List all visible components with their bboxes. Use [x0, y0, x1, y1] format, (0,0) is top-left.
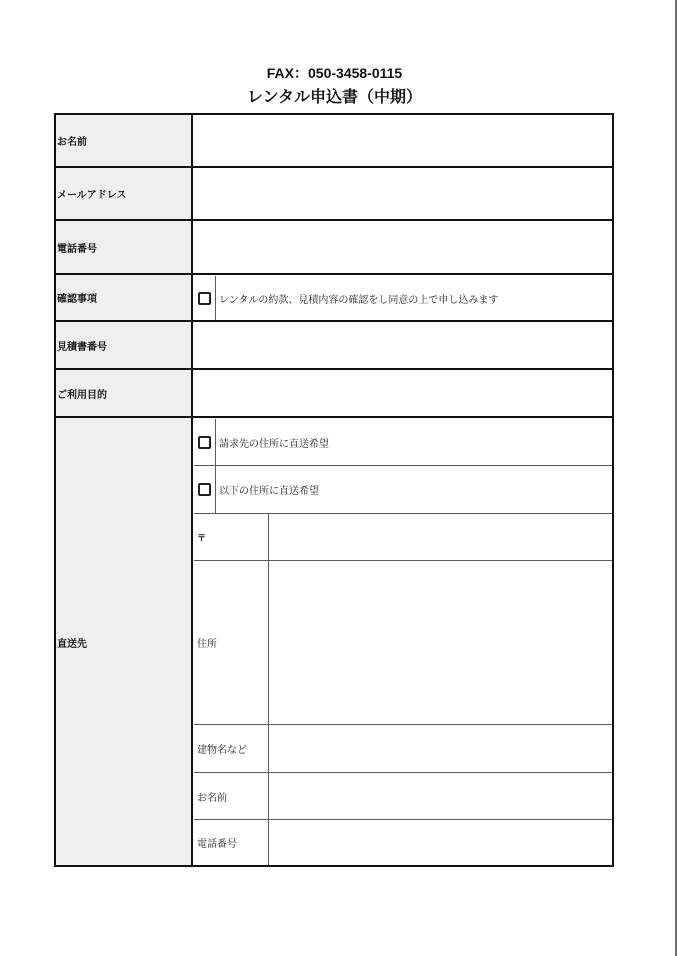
label-purpose: ご利用目的 [57, 389, 107, 401]
application-form-table [54, 113, 614, 867]
agree-text: レンタルの約款、見積内容の確認をし同意の上で申し込みます [219, 295, 499, 306]
label-shipping-destination: 直送先 [57, 638, 87, 650]
label-confirmation: 確認事項 [57, 294, 97, 305]
table-border [54, 113, 614, 867]
label-phone: 電話番号 [57, 243, 97, 255]
ship-to-below-text: 以下の住所に直送希望 [219, 486, 319, 497]
label-quote-number: 見積書番号 [57, 341, 107, 353]
label-email: メールアドレス [57, 190, 127, 201]
ship-to-billing-text: 請求先の住所に直送希望 [219, 438, 329, 450]
label-recipient-name: お名前 [197, 792, 227, 804]
label-recipient-phone: 電話番号 [197, 839, 237, 850]
label-name: お名前 [57, 136, 87, 148]
label-address: 住所 [197, 639, 217, 650]
form-title: レンタル申込書（中期） [247, 87, 422, 106]
fax-number: FAX：050-3458-0115 [266, 65, 403, 81]
label-building: 建物名など [197, 745, 247, 756]
label-postal-code: 〒 [197, 533, 207, 544]
